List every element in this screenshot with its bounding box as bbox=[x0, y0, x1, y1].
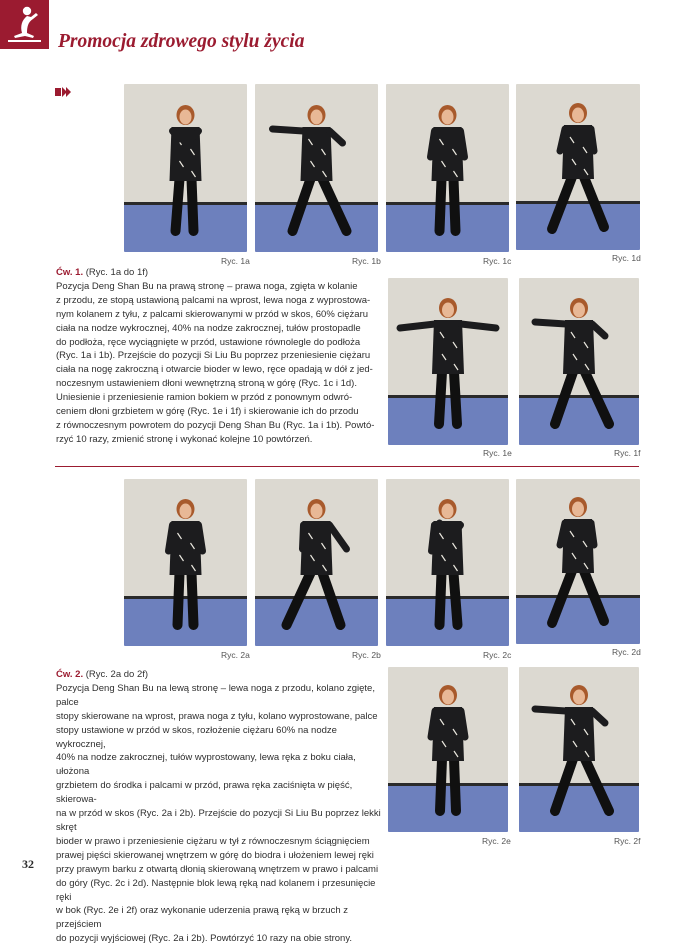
text-line: stopy skierowane na wprost, prawa noga z tyłu, kolano wyprostowane, palce bbox=[56, 710, 378, 722]
photo-illustration bbox=[388, 667, 508, 832]
torso bbox=[563, 707, 595, 761]
figure-1a bbox=[124, 84, 247, 252]
figure-caption: Ryc. 1e bbox=[483, 448, 512, 458]
yoga-figure-icon bbox=[0, 0, 49, 49]
text-line: w bok (Ryc. 2e i 2f) oraz wykonanie uderzenia prawą ręką w brzuch z przejściem bbox=[56, 905, 348, 931]
skirting bbox=[516, 595, 640, 598]
face bbox=[442, 690, 454, 705]
figure-caption: Ryc. 2d bbox=[612, 647, 641, 657]
face bbox=[573, 303, 585, 318]
face bbox=[180, 504, 192, 519]
logo-badge bbox=[0, 0, 49, 49]
photo-illustration bbox=[124, 479, 247, 646]
skirting bbox=[516, 201, 640, 204]
floor bbox=[519, 786, 639, 832]
skirting bbox=[388, 395, 508, 398]
skirting bbox=[124, 596, 247, 599]
skirting bbox=[124, 202, 247, 205]
exercise-2-heading bbox=[56, 668, 386, 682]
text-line: ciała na nogę zakroczną i otwarcie bioder w lewo, ręce opadają w dół z jed- bbox=[56, 364, 373, 376]
torso bbox=[432, 320, 464, 374]
text-line: Pozycja Deng Shan Bu na lewą stronę – lewa noga z przodu, kolano zgięte, palce bbox=[56, 682, 375, 708]
text-line: grzbietem do środka i palcami w przód, prawa ręka zaciśnięta w pięść, skierowa- bbox=[56, 780, 353, 806]
page-title: Promocja zdrowego stylu życia bbox=[58, 31, 305, 52]
floor bbox=[516, 204, 640, 250]
floor bbox=[386, 205, 509, 252]
floor bbox=[255, 205, 378, 252]
face bbox=[442, 504, 454, 519]
exercise-1-heading bbox=[56, 266, 386, 280]
floor bbox=[519, 398, 639, 445]
text-line: ceniem dłoni grzbietem w górę (Ryc. 1e i 1f) i skierowanie ich do przodu bbox=[56, 406, 359, 418]
text-line: do podłoża, ręce wyciągnięte w przód, ustawione równolegle do podłoża bbox=[56, 336, 361, 348]
photo-illustration bbox=[388, 278, 508, 445]
face bbox=[311, 504, 323, 519]
exercise-1-text bbox=[56, 266, 386, 447]
figure-caption: Ryc. 1f bbox=[614, 448, 641, 458]
face bbox=[572, 108, 584, 123]
arrow-marker-icon bbox=[55, 84, 72, 102]
skirting bbox=[388, 783, 508, 786]
text-line: z przodu, ze stopą ustawioną palcami na wprost, lewa noga z wyprostowa- bbox=[56, 294, 371, 306]
figure-2a bbox=[124, 479, 247, 646]
photo-illustration bbox=[516, 479, 640, 644]
floor bbox=[516, 598, 640, 644]
text-line: przy prawym barku z otwartą dłonią skierowaną wnętrzem w prawo i palcami bbox=[56, 863, 379, 875]
figure-caption: Ryc. 1c bbox=[483, 256, 512, 266]
floor bbox=[255, 599, 378, 646]
exercise-1-label: Ćw. 1. bbox=[56, 267, 84, 278]
text-line: (Ryc. 1a i 1b). Przejście do pozycji Si Liu Bu poprzez przeniesienie ciężaru bbox=[56, 350, 371, 362]
photo-illustration bbox=[516, 84, 640, 250]
torso bbox=[301, 127, 333, 181]
section-divider bbox=[55, 466, 639, 467]
figure-caption: Ryc. 2b bbox=[352, 650, 381, 660]
text-line: 40% na nodze zakrocznej, tułów wyprostowany, lewa ręka z boku ciała, ułożona bbox=[56, 752, 356, 778]
face bbox=[573, 690, 585, 705]
exercise-2-ref: (Ryc. 2a do 2f) bbox=[85, 669, 149, 680]
text-line: bioder w prawo i przeniesienie ciężaru w tył z równoczesnym ściągnięciem bbox=[56, 835, 370, 847]
figure-caption: Ryc. 2a bbox=[221, 650, 250, 660]
face bbox=[180, 110, 192, 125]
figure-2b bbox=[255, 479, 378, 646]
text-line: nym kolanem z tyłu, z palcami skierowanymi w przód w skos, 60% ciężaru bbox=[56, 308, 369, 320]
figure-1c bbox=[386, 84, 509, 252]
figure-2d bbox=[516, 479, 640, 644]
photo-illustration bbox=[124, 84, 247, 252]
photo-illustration bbox=[519, 278, 639, 445]
text-line: do pozycji wyjściowej (Ryc. 2a i 2b). Powtórzyć 10 razy na obie strony. bbox=[56, 933, 353, 945]
text-line: ciała na nodze wykrocznej, 40% na nodze zakrocznej, tułów prostopadle bbox=[56, 322, 361, 334]
floor bbox=[388, 786, 508, 832]
figure-caption: Ryc. 2e bbox=[482, 836, 511, 846]
figure-caption: Ryc. 1d bbox=[612, 253, 641, 263]
text-line: z równoczesnym powrotem do pozycji Deng Shan Bu (Ryc. 1a i 1b). Powtó- bbox=[56, 419, 375, 431]
floor bbox=[386, 599, 509, 646]
skirting bbox=[386, 202, 509, 205]
floor bbox=[388, 398, 508, 445]
text-line: noczesnym ustawieniem dłoni wewnętrzną stroną w górę (Ryc. 1c i 1d). bbox=[56, 378, 357, 390]
photo-illustration bbox=[255, 84, 378, 252]
figure-1e bbox=[388, 278, 508, 445]
exercise-2-text bbox=[56, 668, 386, 946]
figure-1d bbox=[516, 84, 640, 250]
figure-1b bbox=[255, 84, 378, 252]
text-line: stopy ustawione w przód w skos, rozłożenie ciężaru 60% na nodze wykrocznej, bbox=[56, 724, 337, 750]
photo-illustration bbox=[386, 84, 509, 252]
floor bbox=[124, 205, 247, 252]
figure-caption: Ryc. 2f bbox=[614, 836, 641, 846]
face bbox=[442, 110, 454, 125]
exercise-1-ref: (Ryc. 1a do 1f) bbox=[85, 267, 149, 278]
exercise-2-label: Ćw. 2. bbox=[56, 669, 84, 680]
skirting bbox=[255, 596, 378, 599]
skirting bbox=[386, 596, 509, 599]
text-line: do góry (Ryc. 2c i 2d). Następnie blok lewą ręką nad kolanem i przesunięcie ręki bbox=[56, 877, 376, 903]
skirting bbox=[519, 783, 639, 786]
text-line: Pozycja Deng Shan Bu na prawą stronę – prawa noga, zgięta w kolanie bbox=[56, 280, 358, 292]
skirting bbox=[519, 395, 639, 398]
skirting bbox=[255, 202, 378, 205]
figure-caption: Ryc. 1b bbox=[352, 256, 381, 266]
photo-illustration bbox=[386, 479, 509, 646]
figure-2f bbox=[519, 667, 639, 832]
figure-1f bbox=[519, 278, 639, 445]
face bbox=[442, 303, 454, 318]
figure-2c bbox=[386, 479, 509, 646]
text-line: prawej pięści skierowanej wnętrzem w górę do biodra i ułożeniem lewej ręki bbox=[56, 849, 374, 861]
figure-caption: Ryc. 1a bbox=[221, 256, 250, 266]
figure-caption: Ryc. 2c bbox=[483, 650, 512, 660]
text-line: Uniesienie i przeniesienie ramion bokiem w przód z ponownym odwró- bbox=[56, 392, 353, 404]
floor bbox=[124, 599, 247, 646]
photo-illustration bbox=[519, 667, 639, 832]
page-number: 32 bbox=[22, 857, 34, 871]
torso bbox=[563, 320, 595, 374]
face bbox=[311, 110, 323, 125]
face bbox=[572, 502, 584, 517]
text-line: rzyć 10 razy, zmienić stronę i wykonać kolejne 10 powtórzeń. bbox=[56, 433, 313, 445]
photo-illustration bbox=[255, 479, 378, 646]
figure-2e bbox=[388, 667, 508, 832]
text-line: na w przód w skos (Ryc. 2a i 2b). Przejście do pozycji Si Liu Bu poprzez lekki skręt bbox=[56, 808, 381, 833]
